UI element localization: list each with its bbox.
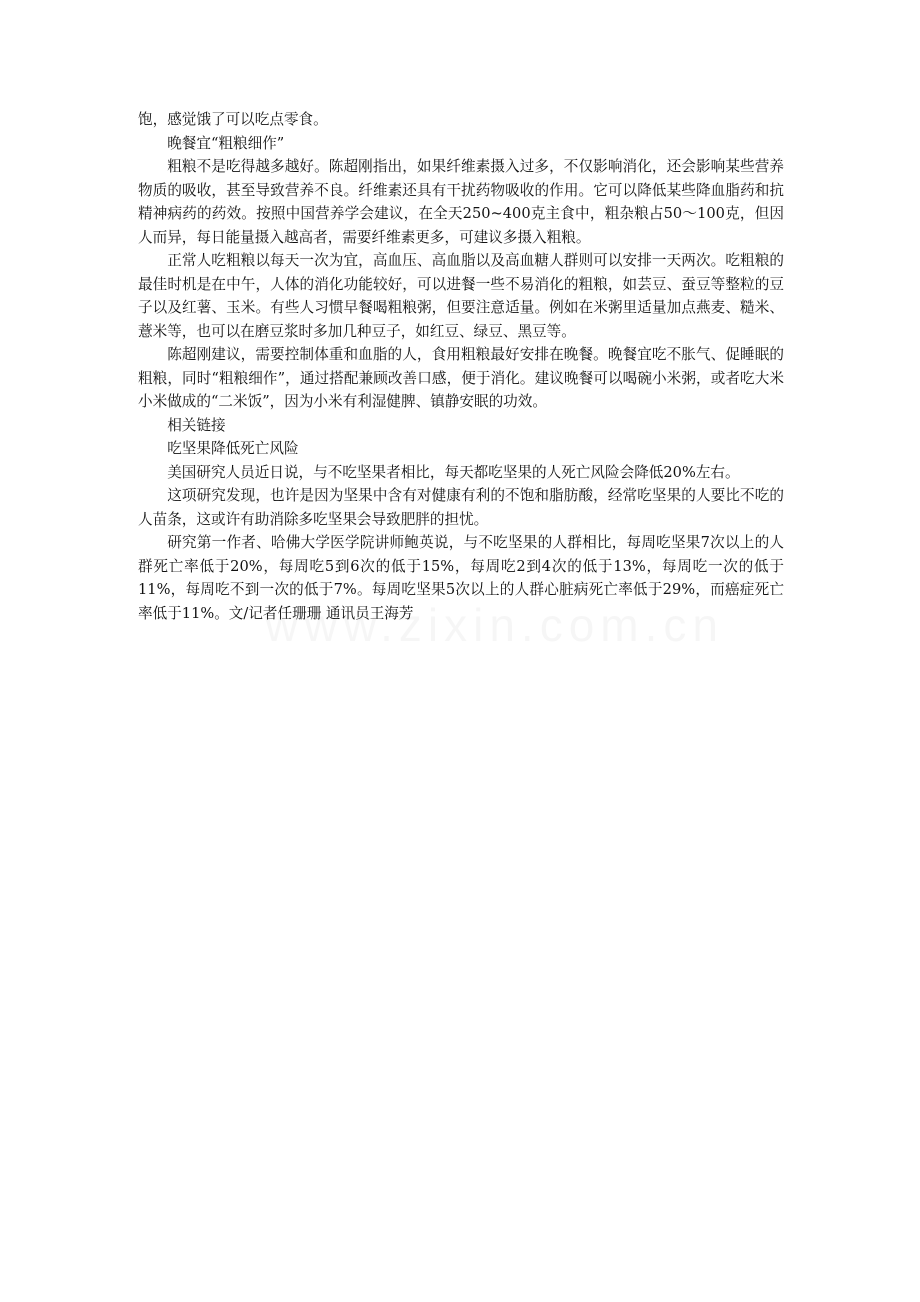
paragraph: 这项研究发现，也许是因为坚果中含有对健康有利的不饱和脂肪酸，经常吃坚果的人要比不吃的人苗条，这或许有助消除多吃坚果会导致肥胖的担忧。 — [138, 487, 784, 528]
document-body — [138, 108, 784, 625]
paragraph: 粗粮不是吃得越多越好。陈超刚指出，如果纤维素摄入过多，不仅影响消化，还会影响某些营养物质的吸收，甚至导致营养不良。纤维素还具有干扰药物吸收的作用。它可以降低某些降血脂药和抗精神病药的药效。按照中国营养学会建议，在全天250~400克主食中，粗杂粮占50～100克，但因人而异，每日能量摄入越高者，需要纤维素更多，可建议多摄入粗粮。 — [138, 158, 784, 246]
paragraph-continuation: 饱，感觉饿了可以吃点零食。 — [138, 111, 328, 128]
paragraph: 美国研究人员近日说，与不吃坚果者相比，每天都吃坚果的人死亡风险会降低20%左右。 — [167, 463, 740, 481]
paragraph-byline: 研究第一作者、哈佛大学医学院讲师鲍英说，与不吃坚果的人群相比，每周吃坚果7次以上的人群死亡率低于20%，每周吃5到6次的低于15%，每周吃2到4次的低于13%，每周吃一次的低于11%，每周吃不到一次的低于7%。每周吃坚果5次以上的人群心脏病死亡率低于29%，而癌症死亡率低于11%。文/记者任珊珊 通讯员王海芳 — [138, 534, 784, 622]
section-heading-dinner: 晚餐宜“粗粮细作” — [167, 134, 285, 152]
section-heading-related-links: 相关链接 — [167, 416, 226, 434]
section-heading-nuts: 吃坚果降低死亡风险 — [167, 440, 299, 457]
paragraph: 陈超刚建议，需要控制体重和血脂的人，食用粗粮最好安排在晚餐。晚餐宜吃不胀气、促睡眠的粗粮，同时“粗粮细作”，通过搭配兼顾改善口感，便于消化。建议晚餐可以喝碗小米粥，或者吃大米小米做成的“二米饭”，因为小米有利湿健脾、镇静安眠的功效。 — [138, 346, 784, 410]
paragraph: 正常人吃粗粮以每天一次为宜，高血压、高血脂以及高血糖人群则可以安排一天两次。吃粗粮的最佳时机是在中午，人体的消化功能较好，可以进餐一些不易消化的粗粮，如芸豆、蚕豆等整粒的豆子以及红薯、玉米。有些人习惯早餐喝粗粮粥，但要注意适量。例如在米粥里适量加点燕麦、糙米、薏米等，也可以在磨豆浆时多加几种豆子，如红豆、绿豆、黑豆等。 — [138, 252, 784, 340]
